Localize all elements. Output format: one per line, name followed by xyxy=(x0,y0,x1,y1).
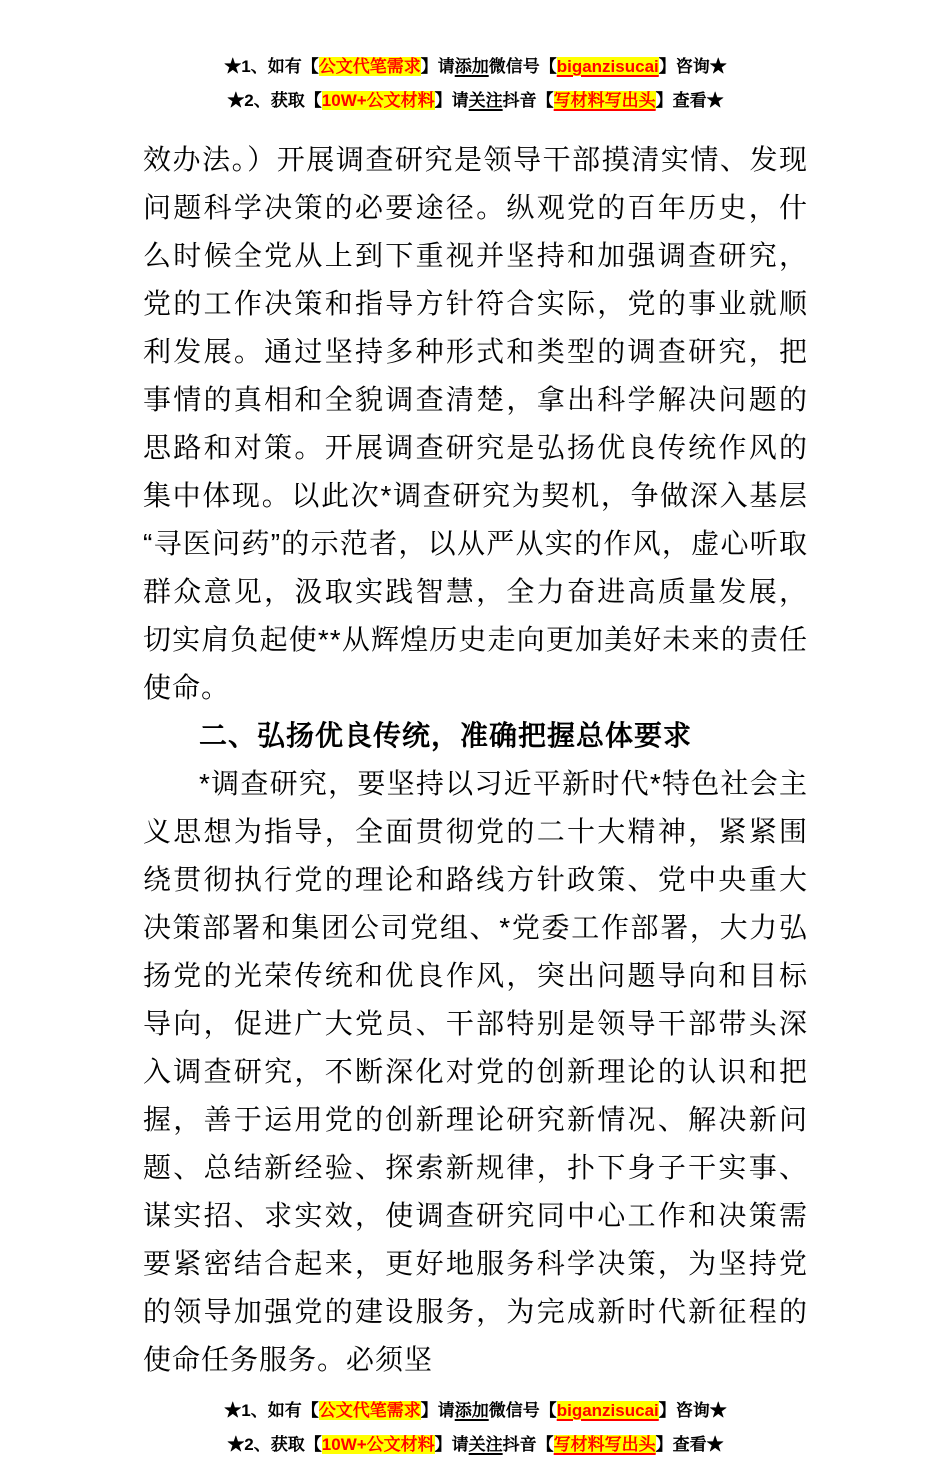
add-action-underlined: 添加 xyxy=(454,57,489,76)
douyin-account-highlight: 写材料写出头 xyxy=(553,91,656,110)
paragraph-section-2: *调查研究，要坚持以习近平新时代*特色社会主义思想为指导，全面贯彻党的二十大精神，紧紧围绕贯彻执行党的理论和路线方针政策、党中央重大决策部署和集团公司党组、*党委工作部署，大力弘扬党的光荣传统和优良作风，突出问题导向和目标导向，促进广大党员、干部特别是领导干部带头深入调查研究，不断深化对党的创新理论的认识和把握，善于运用党的创新理论研究新情况、解决新问题、总结新经验、探索新规律，扑下身子干实事、谋实招、求实效，使调查研究同中心工作和决策需要紧密结合起来，更好地服务科学决策，为坚持党的领导加强党的建设服务，为完成新时代新征程的使命任务服务。必须坚 xyxy=(143,768,808,1375)
promo-text: 】请 xyxy=(420,57,455,76)
wechat-id-highlight: biganzisucai xyxy=(556,1401,659,1420)
promo-prefix: ★2、获取【 xyxy=(227,1435,322,1454)
promo-line-1 xyxy=(143,1394,808,1428)
add-action-underlined: 添加 xyxy=(454,1401,489,1420)
wechat-id-highlight: biganzisucai xyxy=(556,57,659,76)
promo-text: 】请 xyxy=(420,1401,455,1420)
materials-keyword-highlight: 10W+公文材料 xyxy=(321,1435,435,1454)
promo-text: 微信号【 xyxy=(488,1401,557,1420)
promo-text: 抖音【 xyxy=(502,1435,554,1454)
promo-line-1 xyxy=(143,50,808,84)
follow-action-underlined: 关注 xyxy=(468,1435,503,1454)
service-keyword-highlight: 公文代笔需求 xyxy=(318,1401,421,1420)
promo-suffix: 】查看★ xyxy=(655,1435,724,1454)
materials-keyword-highlight: 10W+公文材料 xyxy=(321,91,435,110)
promo-banner-bottom xyxy=(143,1394,808,1462)
promo-suffix: 】咨询★ xyxy=(658,57,727,76)
promo-banner-top xyxy=(143,50,808,118)
promo-line-2 xyxy=(143,1428,808,1462)
promo-suffix: 】查看★ xyxy=(655,91,724,110)
douyin-account-highlight: 写材料写出头 xyxy=(553,1435,656,1454)
service-keyword-highlight: 公文代笔需求 xyxy=(318,57,421,76)
promo-line-2 xyxy=(143,84,808,118)
paragraph-continuation: 效办法。）开展调查研究是领导干部摸清实情、发现问题科学决策的必要途径。纵观党的百年历史，什么时候全党从上到下重视并坚持和加强调查研究，党的工作决策和指导方针符合实际，党的事业就顺利发展。通过坚持多种形式和类型的调查研究，把事情的真相和全貌调查清楚，拿出科学解决问题的思路和对策。开展调查研究是弘扬优良传统作风的集中体现。以此次*调查研究为契机，争做深入基层“寻医问药”的示范者，以从严从实的作风，虚心听取群众意见，汲取实践智慧，全力奋进高质量发展，切实肩负起使**从辉煌历史走向更加美好未来的责任使命。 xyxy=(143,144,808,703)
document-body xyxy=(143,136,808,1384)
promo-suffix: 】咨询★ xyxy=(658,1401,727,1420)
promo-text: 】请 xyxy=(434,1435,469,1454)
promo-prefix: ★1、如有【 xyxy=(224,57,319,76)
follow-action-underlined: 关注 xyxy=(468,91,503,110)
promo-text: 抖音【 xyxy=(502,91,554,110)
promo-prefix: ★1、如有【 xyxy=(224,1401,319,1420)
promo-text: 微信号【 xyxy=(488,57,557,76)
section-heading: 二、弘扬优良传统，准确把握总体要求 xyxy=(199,720,693,751)
promo-text: 】请 xyxy=(434,91,469,110)
promo-prefix: ★2、获取【 xyxy=(227,91,322,110)
